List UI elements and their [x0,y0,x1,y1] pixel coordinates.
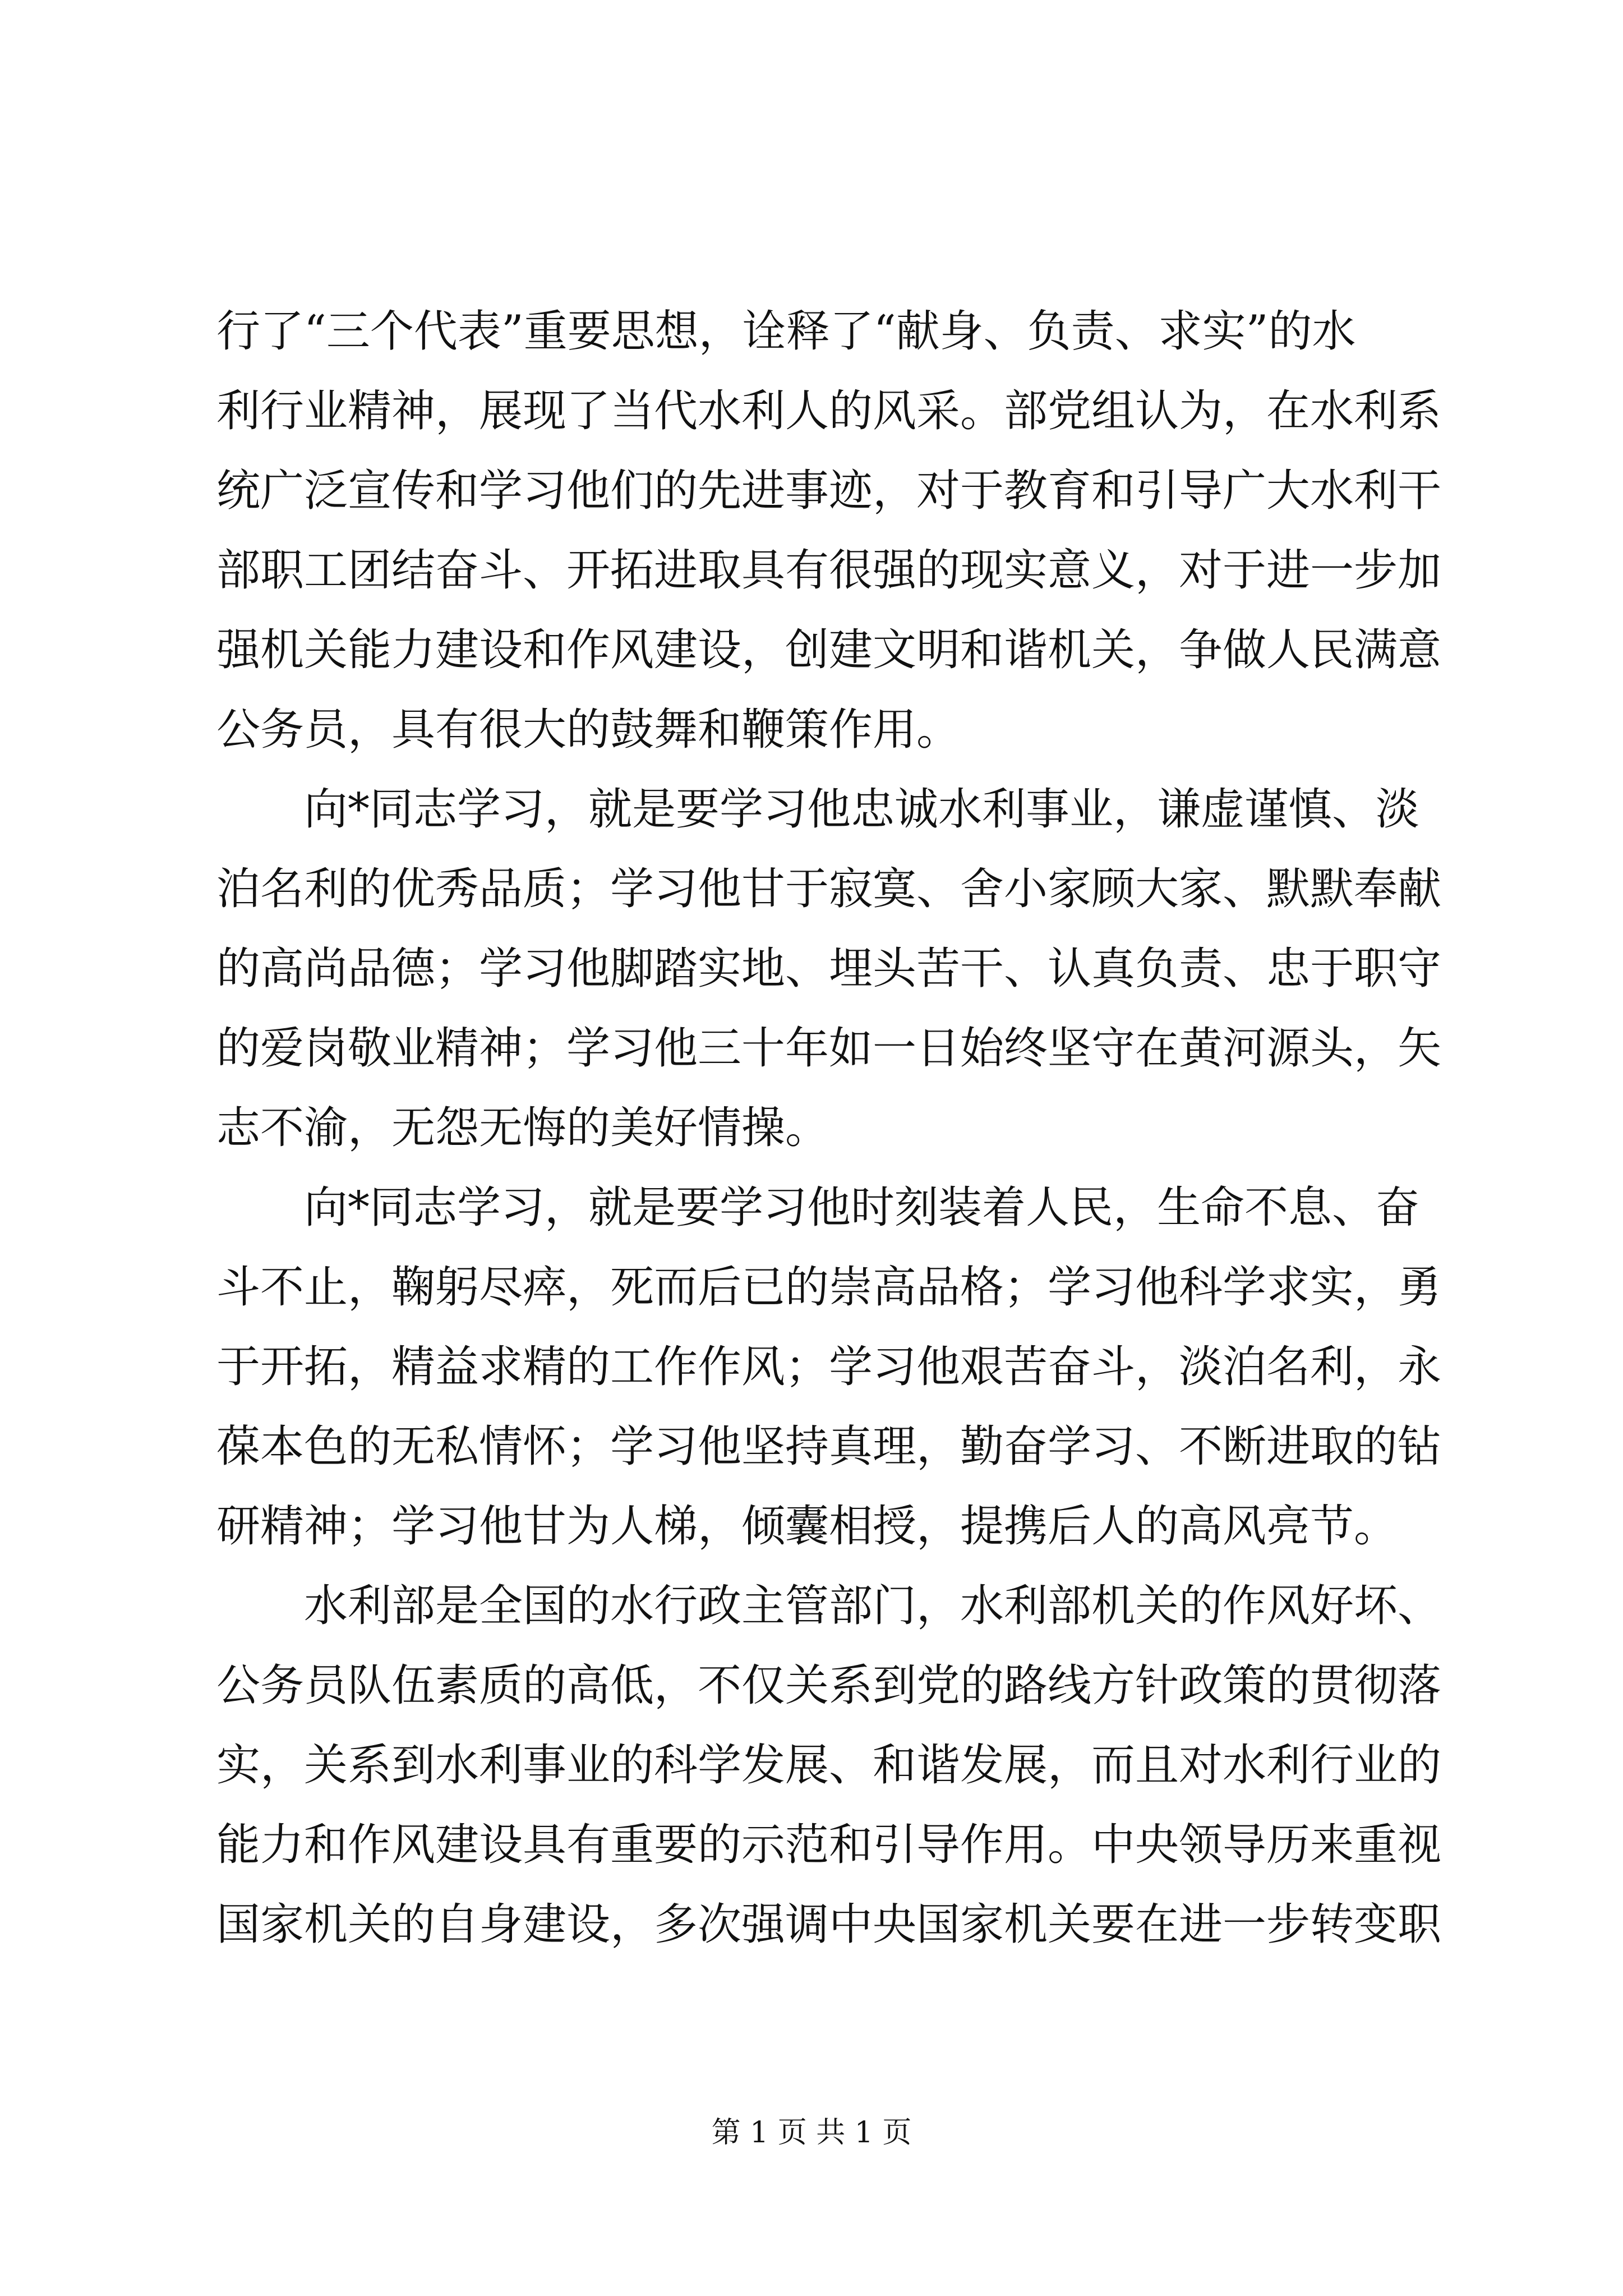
paragraph-4 [216,1566,1442,1964]
text-line: 利行业精神，展现了当代水利人的风采。部党组认为，在水利系 [216,386,1442,436]
page-number-label: 第 1 页 共 1 页 [711,2116,912,2150]
text-line: 能力和作风建设具有重要的示范和引导作用。中央领导历来重视 [216,1820,1442,1870]
text-line: 行了“三个代表”重要思想，诠释了“献身、负责、求实”的水 [216,306,1356,357]
text-line: 公务员，具有很大的鼓舞和鞭策作用。 [216,705,961,755]
document-body [216,292,1442,1964]
text-line: 实，关系到水利事业的科学发展、和谐发展，而且对水利行业的 [216,1740,1442,1791]
text-line-indented: 向*同志学习，就是要学习他忠诚水利事业，谦虚谨慎、淡 [304,784,1420,835]
text-line: 研精神；学习他甘为人梯，倾囊相授，提携后人的高风亮节。 [216,1501,1398,1552]
text-line: 公务员队伍素质的高低，不仅关系到党的路线方针政策的贯彻落 [216,1660,1442,1711]
text-line: 国家机关的自身建设，多次强调中央国家机关要在进一步转变职 [216,1899,1442,1950]
text-line: 斗不止，鞠躬尽瘁，死而后已的崇高品格；学习他科学求实，勇 [216,1262,1442,1313]
text-line: 葆本色的无私情怀；学习他坚持真理，勤奋学习、不断进取的钻 [216,1421,1442,1472]
text-line: 于开拓，精益求精的工作作风；学习他艰苦奋斗，淡泊名利，永 [216,1342,1442,1392]
paragraph-1 [216,292,1442,770]
page-footer [0,2110,1623,2155]
text-line-indented: 水利部是全国的水行政主管部门，水利部机关的作风好坏、 [304,1581,1442,1631]
text-line: 的爱岗敬业精神；学习他三十年如一日始终坚守在黄河源头，矢 [216,1023,1442,1074]
paragraph-2 [216,770,1442,1168]
text-line: 志不渝，无怨无悔的美好情操。 [216,1103,829,1153]
paragraph-3 [216,1168,1442,1566]
text-line: 的高尚品德；学习他脚踏实地、埋头苦干、认真负责、忠于职守 [216,944,1442,994]
text-line: 部职工团结奋斗、开拓进取具有很强的现实意义，对于进一步加 [216,545,1442,596]
text-line-indented: 向*同志学习，就是要学习他时刻装着人民，生命不息、奋 [304,1182,1420,1233]
text-line: 泊名利的优秀品质；学习他甘于寂寞、舍小家顾大家、默默奉献 [216,864,1442,914]
text-line: 统广泛宣传和学习他们的先进事迹，对于教育和引导广大水利干 [216,466,1442,516]
text-line: 强机关能力建设和作风建设，创建文明和谐机关，争做人民满意 [216,625,1442,675]
